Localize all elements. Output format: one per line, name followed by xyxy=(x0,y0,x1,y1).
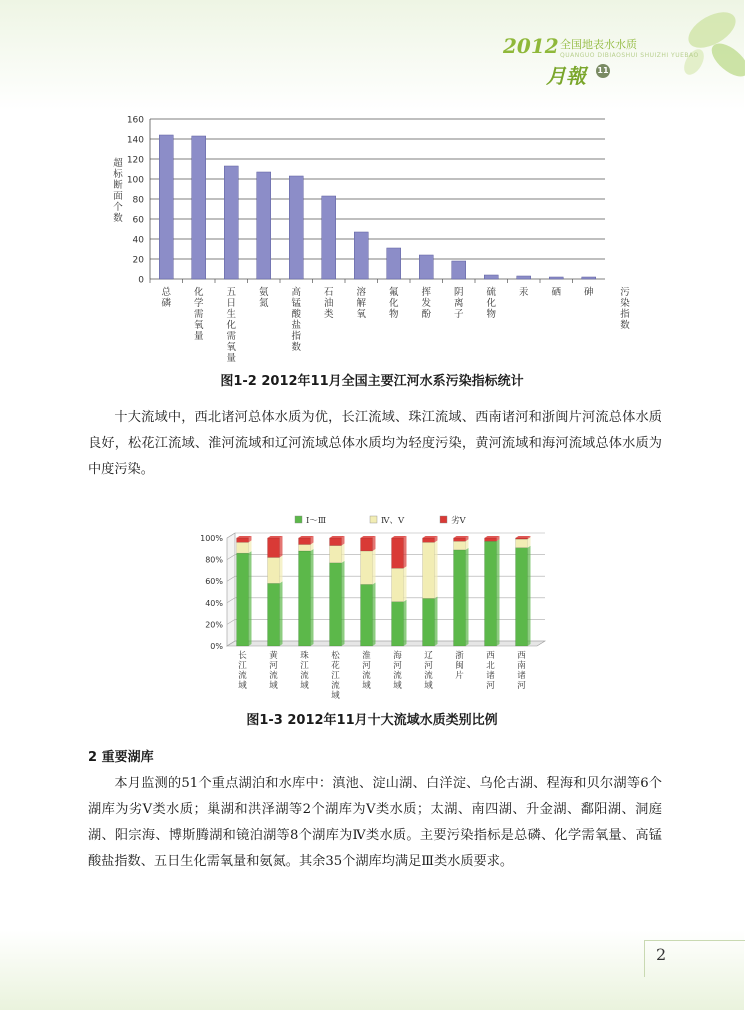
bar xyxy=(387,248,401,279)
legend-label: 劣Ⅴ xyxy=(451,516,466,526)
stacked-bar-segment xyxy=(268,583,280,646)
bar-side xyxy=(404,600,407,646)
legend-label: Ⅰ～Ⅲ xyxy=(306,516,327,526)
x-category-label: 淮河流域 xyxy=(362,651,371,691)
x-category-label: 汞 xyxy=(518,287,529,298)
bar-side xyxy=(404,566,407,601)
x-category-label: 辽河流域 xyxy=(424,651,433,691)
stacked-bar-segment xyxy=(299,544,311,550)
x-category-label: 氨氮 xyxy=(258,287,269,309)
x-category-label: 硒 xyxy=(551,287,562,298)
stacked-bar-segment xyxy=(361,551,373,584)
x-category-label: 溶解氧 xyxy=(356,287,367,320)
bar-side xyxy=(280,536,283,557)
stacked-bar-segment xyxy=(454,541,466,550)
stacked-bar-segment xyxy=(423,542,435,598)
stacked-bar-segment xyxy=(330,563,342,646)
stacked-bar-segment xyxy=(361,538,373,551)
bar xyxy=(224,166,238,279)
bar xyxy=(582,277,596,279)
x-category-label: 西南诸河 xyxy=(517,651,526,691)
issue-badge: 11 xyxy=(596,64,610,78)
stacked-bar-segment xyxy=(516,538,528,539)
y-tick-label: 40% xyxy=(205,598,223,608)
pollution-indicator-bar-chart xyxy=(100,108,660,364)
y-tick-label: 100% xyxy=(200,534,223,543)
bar-side xyxy=(435,596,438,646)
y-tick-label: 100 xyxy=(126,175,144,186)
bar xyxy=(517,276,531,279)
x-category-label: 珠江流域 xyxy=(300,651,309,691)
figure2-caption: 图1-3 2012年11月十大流域水质类别比例 xyxy=(246,713,498,728)
stacked-bar-segment xyxy=(392,602,404,646)
stacked-bar-segment xyxy=(485,538,497,541)
x-category-label: 西北诸河 xyxy=(486,651,495,691)
stacked-bar-segment xyxy=(237,542,249,553)
y-tick-label: 80 xyxy=(132,195,144,206)
stacked-bar-segment xyxy=(299,551,311,646)
x-category-label: 浙闽片 xyxy=(455,651,464,681)
bar-side xyxy=(280,555,283,583)
x-category-label: 海河流域 xyxy=(393,651,402,691)
bar xyxy=(257,172,271,279)
stacked-bar-segment xyxy=(299,538,311,544)
stacked-bar-segment xyxy=(516,548,528,646)
y-tick-label: 80% xyxy=(205,555,223,565)
bar-side xyxy=(249,540,252,553)
stacked-bar-segment xyxy=(392,538,404,568)
stacked-bar-segment xyxy=(237,538,249,542)
brand-title: 全国地表水水质 xyxy=(560,38,637,51)
bar-side xyxy=(280,581,283,646)
y-tick-label: 0 xyxy=(138,275,144,286)
stacked-bar-segment xyxy=(423,538,435,542)
y-tick-label: 120 xyxy=(126,155,144,166)
legend-swatch xyxy=(295,516,302,523)
basin-water-quality-stacked-chart xyxy=(195,510,555,705)
bar-side xyxy=(342,544,345,563)
y-tick-label: 60% xyxy=(205,577,223,587)
stacked-bar-segment xyxy=(330,538,342,546)
brand-year: 2012 xyxy=(503,34,559,58)
stacked-bar-segment xyxy=(454,538,466,541)
bar-side xyxy=(249,551,252,646)
bar-side xyxy=(373,549,376,584)
stacked-bar-segment xyxy=(268,557,280,583)
bar-side xyxy=(466,548,469,646)
x-axis-label: 污染指数 xyxy=(620,287,630,331)
y-tick-label: 20 xyxy=(132,255,144,266)
stacked-bar-segment xyxy=(516,539,528,548)
x-category-label: 硫化物 xyxy=(486,287,497,320)
bar xyxy=(452,261,466,279)
footer-background xyxy=(0,930,744,1010)
y-tick-label: 40 xyxy=(132,235,144,246)
y-tick-label: 140 xyxy=(126,135,144,146)
bar xyxy=(419,255,433,279)
y-tick-label: 20% xyxy=(205,620,223,630)
stacked-bar-segment xyxy=(237,553,249,646)
stacked-bar-segment xyxy=(392,568,404,601)
stacked-bar-segment xyxy=(485,541,497,646)
bar xyxy=(549,277,563,279)
brand-script: 月報 xyxy=(546,64,586,88)
y-axis-label: 超标断面个数 xyxy=(113,158,123,224)
x-category-label: 氟化物 xyxy=(388,287,399,320)
bar-side xyxy=(373,582,376,646)
x-category-label: 总磷 xyxy=(161,287,172,309)
bar xyxy=(354,232,368,279)
x-category-label: 砷 xyxy=(583,287,594,298)
x-category-label: 高锰酸盐指数 xyxy=(291,287,302,353)
brand-subtitle: QUANGUO DIBIAOSHUI SHUIZHI YUEBAO xyxy=(560,52,699,59)
left-wall xyxy=(227,533,235,646)
y-tick-label: 160 xyxy=(126,115,144,126)
bar xyxy=(192,136,206,279)
x-category-label: 黄河流域 xyxy=(269,651,278,691)
x-category-label: 阴离子 xyxy=(453,287,464,320)
bar-side xyxy=(497,539,500,646)
bar-side xyxy=(342,561,345,646)
x-category-label: 挥发酚 xyxy=(421,287,432,320)
legend-label: Ⅳ、Ⅴ xyxy=(381,516,405,526)
section-title: 2 重要湖库 xyxy=(88,750,154,765)
bar xyxy=(484,275,498,279)
bar-side xyxy=(311,549,314,646)
paragraph-basins: 十大流域中，西北诸河总体水质为优，长江流域、珠江流域、西南诸河和浙闽片河流总体水质良好，松花江流域、淮河流域和辽河流域总体水质均为轻度污染，黄河流域和海河流域总体水质为中度污染。 xyxy=(88,410,662,477)
page-number: 2 xyxy=(656,945,667,964)
bar-side xyxy=(373,536,376,551)
stacked-bar-segment xyxy=(361,584,373,646)
bar xyxy=(289,176,303,279)
bar xyxy=(322,196,336,279)
bar-side xyxy=(404,536,407,568)
y-tick-label: 60 xyxy=(132,215,144,226)
bar-side xyxy=(435,540,438,598)
x-category-label: 五日生化需氧量 xyxy=(226,287,237,364)
legend-swatch xyxy=(370,516,377,523)
legend-swatch xyxy=(440,516,447,523)
y-tick-label: 0% xyxy=(210,642,223,651)
x-category-label: 石油类 xyxy=(323,287,334,320)
x-category-label: 松花江流域 xyxy=(331,651,340,701)
stacked-bar-segment xyxy=(454,550,466,646)
x-category-label: 化学需氧量 xyxy=(193,287,204,342)
stacked-bar-segment xyxy=(423,598,435,646)
paragraph-lakes: 本月监测的51个重点湖泊和水库中：滇池、淀山湖、白洋淀、乌伦古湖、程海和贝尔湖等6个湖库为劣Ⅴ类水质；巢湖和洪泽湖等2个湖库为Ⅴ类水质；太湖、南四湖、升金湖、鄱阳湖、洞庭湖、阳宗海、博斯腾湖和镜泊湖等8个湖库为Ⅳ类水质。主要污染指标是总磷、化学需氧量、高锰酸盐指数、五日生化需氧量和氨氮。其余35个湖库均满足Ⅲ类水质要求。 xyxy=(88,776,662,869)
bar xyxy=(159,135,173,279)
figure1-caption: 图1-2 2012年11月全国主要江河水系污染指标统计 xyxy=(220,374,524,389)
x-category-label: 长江流域 xyxy=(238,651,247,691)
bar-side xyxy=(528,546,531,646)
stacked-bar-segment xyxy=(330,546,342,563)
stacked-bar-segment xyxy=(268,538,280,557)
